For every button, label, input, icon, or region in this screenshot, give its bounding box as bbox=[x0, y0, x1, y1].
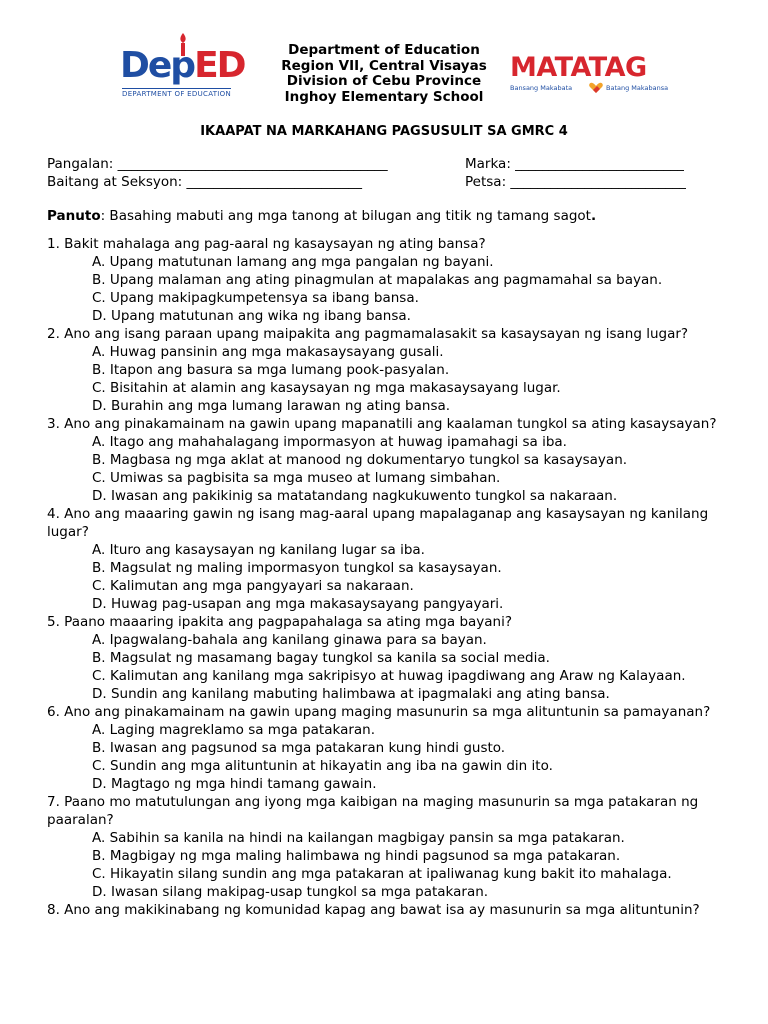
question-item bbox=[47, 505, 737, 613]
question-item bbox=[47, 703, 737, 793]
answer-option[interactable]: C. Kalimutan ang mga pangyayari sa nakaraan. bbox=[92, 578, 414, 594]
answer-option[interactable]: A. Upang matutunan lamang ang mga pangalan ng bayani. bbox=[92, 254, 494, 270]
instruction-text: : Basahing mabuti ang mga tanong at bilugan ang titik ng tamang sagot bbox=[100, 208, 591, 224]
heart-icon bbox=[588, 82, 604, 94]
question-item bbox=[47, 613, 737, 703]
question-item bbox=[47, 793, 737, 901]
question-text: 7. Paano mo matutulungan ang iyong mga kaibigan na maging masunurin sa mga patakaran ng paaralan? bbox=[47, 794, 699, 828]
header-line-3: Division of Cebu Province bbox=[286, 73, 482, 89]
answer-option[interactable]: B. Magbasa ng mga aklat at manood ng dokumentaryo tungkol sa kasaysayan. bbox=[92, 452, 628, 468]
answer-option[interactable]: A. Sabihin sa kanila na hindi na kailangan magbigay pansin sa mga patakaran. bbox=[92, 830, 625, 846]
question-text: 4. Ano ang maaaring gawin ng isang mag-aaral upang mapalaganap ang kasaysayan ng kanilang lugar? bbox=[47, 506, 709, 540]
question-item bbox=[47, 415, 737, 505]
grade-section-field[interactable]: Baitang at Seksyon: __________________________ bbox=[47, 174, 362, 190]
score-field[interactable]: Marka: _________________________ bbox=[465, 156, 684, 172]
answer-option[interactable]: A. Ituro ang kasaysayan ng kanilang lugar sa iba. bbox=[92, 542, 425, 558]
answer-option[interactable]: C. Umiwas sa pagbisita sa mga museo at lumang simbahan. bbox=[92, 470, 501, 486]
question-text: 2. Ano ang isang paraan upang maipakita ang pagmamalasakit sa kasaysayan ng isang lugar? bbox=[47, 326, 689, 342]
school-header bbox=[270, 43, 498, 105]
answer-option[interactable]: B. Itapon ang basura sa mga lumang pook-pasyalan. bbox=[92, 362, 450, 378]
answer-option[interactable]: C. Sundin ang mga alituntunin at hikayatin ang iba na gawin din ito. bbox=[92, 758, 553, 774]
exam-title: IKAAPAT NA MARKAHANG PAGSUSULIT SA GMRC 4 bbox=[200, 124, 568, 139]
answer-option[interactable]: D. Upang matutunan ang wika ng ibang bansa. bbox=[92, 308, 411, 324]
date-field[interactable]: Petsa: __________________________ bbox=[465, 174, 686, 190]
matatag-tagline-right: Batang Makabansa bbox=[606, 84, 669, 92]
instructions bbox=[47, 208, 596, 224]
matatag-logo bbox=[510, 52, 670, 96]
answer-option[interactable]: A. Huwag pansinin ang mga makasaysayang gusali. bbox=[92, 344, 444, 360]
question-text: 5. Paano maaaring ipakita ang pagpapahalaga sa ating mga bayani? bbox=[47, 614, 513, 630]
answer-option[interactable]: B. Magsulat ng maling impormasyon tungkol sa kasaysayan. bbox=[92, 560, 502, 576]
answer-option[interactable]: C. Upang makipagkumpetensya sa ibang bansa. bbox=[92, 290, 419, 306]
answer-option[interactable]: D. Burahin ang mga lumang larawan ng ating bansa. bbox=[92, 398, 451, 414]
matatag-tagline-left: Bansang Makabata bbox=[510, 84, 573, 92]
instruction-label: Panuto bbox=[47, 208, 101, 224]
answer-option[interactable]: D. Huwag pag-usapan ang mga makasaysayang pangyayari. bbox=[92, 596, 504, 612]
deped-logo bbox=[120, 32, 260, 100]
answer-option[interactable]: C. Bisitahin at alamin ang kasaysayan ng mga makasaysayang lugar. bbox=[92, 380, 561, 396]
name-field[interactable]: Pangalan: ________________________________________ bbox=[47, 156, 388, 172]
answer-option[interactable]: D. Magtago ng mga hindi tamang gawain. bbox=[92, 776, 377, 792]
question-list bbox=[47, 235, 737, 919]
header-line-1: Department of Education bbox=[288, 42, 480, 58]
matatag-wordmark: MATATAG bbox=[510, 52, 647, 83]
answer-option[interactable]: A. Itago ang mahahalagang impormasyon at huwag ipamahagi sa iba. bbox=[92, 434, 567, 450]
instruction-end: . bbox=[590, 208, 597, 224]
answer-option[interactable]: B. Magbigay ng mga maling halimbawa ng hindi pagsunod sa mga patakaran. bbox=[92, 848, 621, 864]
answer-option[interactable]: A. Ipagwalang-bahala ang kanilang ginawa para sa bayan. bbox=[92, 632, 487, 648]
question-item bbox=[47, 235, 737, 325]
header-line-4: Inghoy Elementary School bbox=[284, 88, 484, 105]
answer-option[interactable]: C. Hikayatin silang sundin ang mga patakaran at ipaliwanag kung bakit ito mahalaga. bbox=[92, 866, 672, 882]
header-line-2: Region VII, Central Visayas bbox=[281, 57, 487, 74]
answer-option[interactable]: C. Kalimutan ang kanilang mga sakripisyo at huwag ipagdiwang ang Araw ng Kalayaan. bbox=[92, 668, 686, 684]
question-text: 1. Bakit mahalaga ang pag-aaral ng kasaysayan ng ating bansa? bbox=[47, 236, 486, 252]
answer-option[interactable]: D. Iwasan ang pakikinig sa matatandang nagkukuwento tungkol sa nakaraan. bbox=[92, 488, 618, 504]
deped-wordmark: DepED bbox=[120, 45, 245, 86]
answer-option[interactable]: D. Iwasan silang makipag-usap tungkol sa mga patakaran. bbox=[92, 884, 489, 900]
answer-option[interactable]: D. Sundin ang kanilang mabuting halimbawa at ipagmalaki ang ating bansa. bbox=[92, 686, 610, 702]
answer-option[interactable]: B. Upang malaman ang ating pinagmulan at mapalakas ang pagmamahal sa bayan. bbox=[92, 272, 663, 288]
question-item bbox=[47, 325, 737, 415]
answer-option[interactable]: B. Iwasan ang pagsunod sa mga patakaran kung hindi gusto. bbox=[92, 740, 506, 756]
deped-subtitle: DEPARTMENT OF EDUCATION bbox=[122, 90, 232, 98]
answer-option[interactable]: A. Laging magreklamo sa mga patakaran. bbox=[92, 722, 376, 738]
question-text: 3. Ano ang pinakamainam na gawin upang mapanatili ang kaalaman tungkol sa ating kasaysayan? bbox=[47, 416, 717, 432]
question-text: 6. Ano ang pinakamainam na gawin upang maging masunurin sa mga alituntunin sa pamayanan? bbox=[47, 704, 711, 720]
question-text: 8. Ano ang makikinabang ng komunidad kapag ang bawat isa ay masunurin sa mga alituntunin? bbox=[47, 902, 700, 918]
question-item bbox=[47, 901, 737, 919]
answer-option[interactable]: B. Magsulat ng masamang bagay tungkol sa kanila sa social media. bbox=[92, 650, 550, 666]
